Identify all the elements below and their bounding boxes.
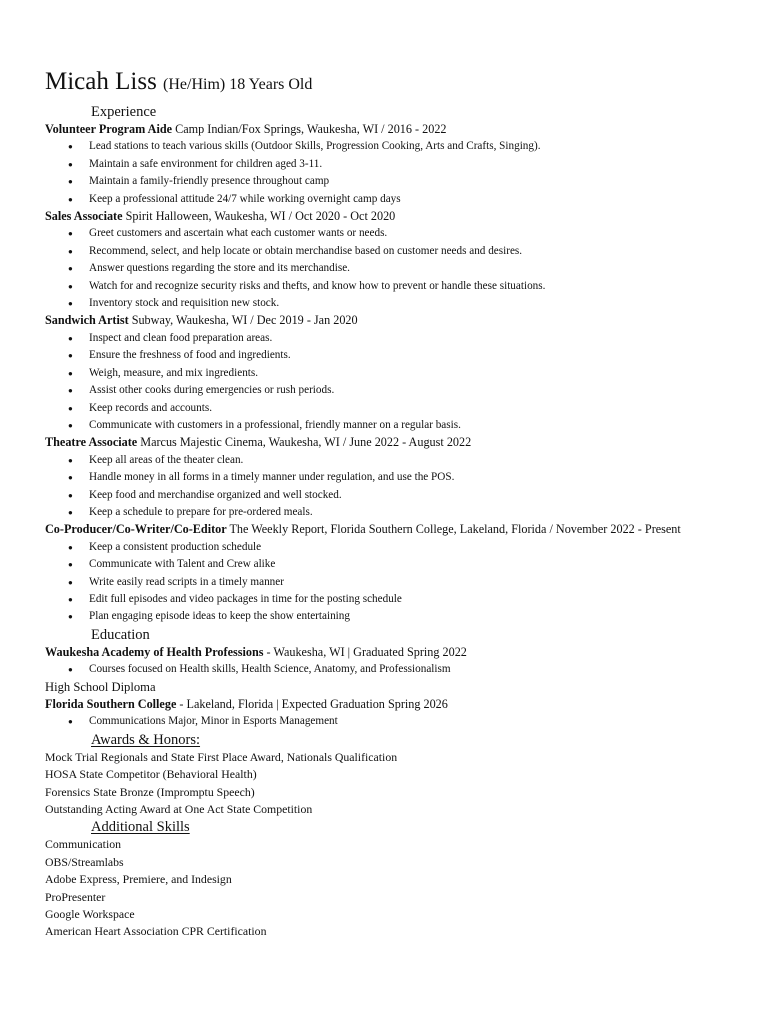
list-item: ● Greet customers and ascertain what each customer wants or needs. <box>45 225 745 242</box>
list-item: ● Ensure the freshness of food and ingredients. <box>45 347 745 364</box>
award-item: Outstanding Acting Award at One Act State Competition <box>45 802 313 817</box>
job-title: Theatre Associate <box>45 435 138 450</box>
school-details: - Lakeland, Florida | Expected Graduation Spring 2026 <box>179 697 448 711</box>
job-title: Sales Associate <box>45 209 123 224</box>
list-item: ● Edit full episodes and video packages in time for the posting schedule <box>45 591 745 608</box>
list-item: ● Inspect and clean food preparation areas. <box>45 330 745 347</box>
list-item: ● Keep a schedule to prepare for pre-ordered meals. <box>45 504 745 521</box>
education-bullets <box>45 713 745 730</box>
skill-item: Communication <box>45 837 122 852</box>
list-item: ● Weigh, measure, and mix ingredients. <box>45 365 745 382</box>
job-bullets <box>45 138 745 208</box>
list-item: ● Communications Major, Minor in Esports Management <box>45 713 745 730</box>
education-bullets <box>45 661 745 678</box>
job-details: Subway, Waukesha, WI / Dec 2019 - Jan 2020 <box>131 313 358 328</box>
job-details: Camp Indian/Fox Springs, Waukesha, WI / 2016 - 2022 <box>175 122 447 136</box>
experience-entry-title <box>45 208 745 225</box>
school-name: Waukesha Academy of Health Professions <box>45 644 264 659</box>
person-name: Micah Liss <box>45 68 157 95</box>
list-item: ● Lead stations to teach various skills (Outdoor Skills, Progression Cooking, Arts and Crafts, Singing). <box>45 138 745 155</box>
experience-entry-title <box>45 312 745 329</box>
job-details: Marcus Majestic Cinema, Waukesha, WI / June 2022 - August 2022 <box>140 435 472 450</box>
school-name: Florida Southern College <box>45 697 177 711</box>
job-bullets <box>45 330 745 434</box>
list-item: ● Recommend, select, and help locate or obtain merchandise based on customer needs and desires. <box>45 243 745 260</box>
section-heading-experience: Experience <box>91 104 157 120</box>
list-item: ● Keep food and merchandise organized and well stocked. <box>45 487 745 504</box>
list-item: ● Answer questions regarding the store and its merchandise. <box>45 260 745 277</box>
job-bullets <box>45 452 745 522</box>
list-item: ● Communicate with customers in a professional, friendly manner on a regular basis. <box>45 417 745 434</box>
job-title: Co-Producer/Co-Writer/Co-Editor <box>45 522 227 537</box>
list-item: ● Maintain a family-friendly presence throughout camp <box>45 173 745 190</box>
experience-entry-title <box>45 434 745 451</box>
list-item: ● Handle money in all forms in a timely manner under regulation, and use the POS. <box>45 469 745 486</box>
list-item: ● Courses focused on Health skills, Health Science, Anatomy, and Professionalism <box>45 661 745 678</box>
skill-item: Google Workspace <box>45 907 135 922</box>
resume-header <box>45 66 745 101</box>
job-details: Spirit Halloween, Waukesha, WI / Oct 2020 - Oct 2020 <box>125 209 396 224</box>
list-item: ● Keep a professional attitude 24/7 while working overnight camp days <box>45 191 745 208</box>
list-item: ● Assist other cooks during emergencies or rush periods. <box>45 382 745 399</box>
list-item: ● Watch for and recognize security risks and thefts, and know how to prevent or handle these situations. <box>45 278 745 295</box>
diploma: High School Diploma <box>45 679 156 694</box>
list-item: ● Keep records and accounts. <box>45 400 745 417</box>
list-item: ● Plan engaging episode ideas to keep the show entertaining <box>45 608 745 625</box>
list-item: ● Inventory stock and requisition new stock. <box>45 295 745 312</box>
list-item: ● Keep a consistent production schedule <box>45 539 745 556</box>
list-item: ● Maintain a safe environment for children aged 3-11. <box>45 156 745 173</box>
list-item: ● Communicate with Talent and Crew alike <box>45 556 745 573</box>
skill-item: ProPresenter <box>45 889 106 904</box>
education-entry-title <box>45 696 745 713</box>
job-title: Sandwich Artist <box>45 313 129 328</box>
skill-item: Adobe Express, Premiere, and Indesign <box>45 872 232 887</box>
job-title: Volunteer Program Aide <box>45 122 173 136</box>
job-bullets <box>45 225 745 312</box>
section-heading-awards: Awards & Honors: <box>91 731 201 748</box>
skill-item: American Heart Association CPR Certification <box>45 924 267 939</box>
education-entry-title <box>45 644 745 661</box>
job-bullets <box>45 539 745 626</box>
award-item: Mock Trial Regionals and State First Place Award, Nationals Qualification <box>45 749 398 764</box>
section-heading-skills: Additional Skills <box>91 819 190 836</box>
experience-entry-title <box>45 521 745 538</box>
school-details: - Waukesha, WI | Graduated Spring 2022 <box>266 644 467 659</box>
award-item: Forensics State Bronze (Impromptu Speech) <box>45 784 255 799</box>
experience-entry-title <box>45 121 745 138</box>
award-item: HOSA State Competitor (Behavioral Health) <box>45 767 257 782</box>
list-item: ● Keep all areas of the theater clean. <box>45 452 745 469</box>
section-heading-education: Education <box>91 626 150 643</box>
resume-page <box>45 66 745 941</box>
skill-item: OBS/Streamlabs <box>45 854 124 869</box>
job-details: The Weekly Report, Florida Southern College, Lakeland, Florida / November 2022 - Present <box>229 522 681 537</box>
list-item: ● Write easily read scripts in a timely manner <box>45 574 745 591</box>
person-subtitle: (He/Him) 18 Years Old <box>163 76 313 93</box>
